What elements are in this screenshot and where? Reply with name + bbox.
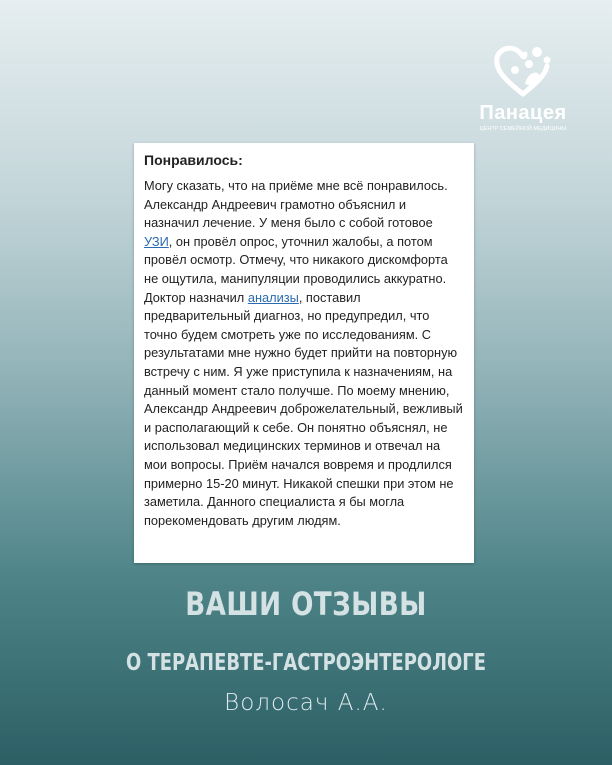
- review-text-part: Могу сказать, что на приёме мне всё понравилось. Александр Андреевич грамотно объяснил и назначил лечение. У меня было с собой готовое: [144, 178, 448, 231]
- heart-family-icon: [491, 40, 555, 100]
- review-text: [144, 177, 464, 530]
- page-title: ВАШИ ОТЗЫВЫ: [185, 585, 427, 623]
- review-text-part: , поставил предварительный диагноз, но предупредил, что точно будем смотреть уже по исследованиям. С результатами мне нужно будет прийти на повторную встречу с ним. Я уже приступила к назначениям, на данный момент стало получше. По моему мнению, Александр Андреевич доброжелательный, вежливый и располагающий к себе. Он понятно объяснял, не использовал медицинских терминов и отвечал на мои вопросы. Приём начался вовремя и продлился примерно 15-20 минут. Никакой спешки при этом не заметила. Данного специалиста я бы могла порекомендовать другим людям.: [144, 289, 463, 528]
- logo-name: Панацея: [479, 102, 567, 124]
- page-subtitle: О ТЕРАПЕВТЕ-ГАСТРОЭНТЕРОЛОГЕ: [126, 650, 486, 676]
- review-card: [134, 143, 474, 563]
- link-uzi[interactable]: УЗИ: [144, 233, 169, 249]
- review-text-part: , он провёл опрос, уточнил жалобы, а потом провёл осмотр. Отмечу, что никакого дискомфорта не ощутила, манипуляции проводились аккуратно. Доктор назначил: [144, 233, 448, 305]
- logo-subtitle: ЦЕНТР СЕМЕЙНОЙ МЕДИЦИНЫ: [479, 126, 567, 132]
- link-analyses[interactable]: анализы: [247, 289, 299, 305]
- review-title: Понравилось:: [144, 152, 243, 168]
- doctor-name: Волосач А.А.: [224, 690, 388, 716]
- clinic-logo: [468, 40, 578, 132]
